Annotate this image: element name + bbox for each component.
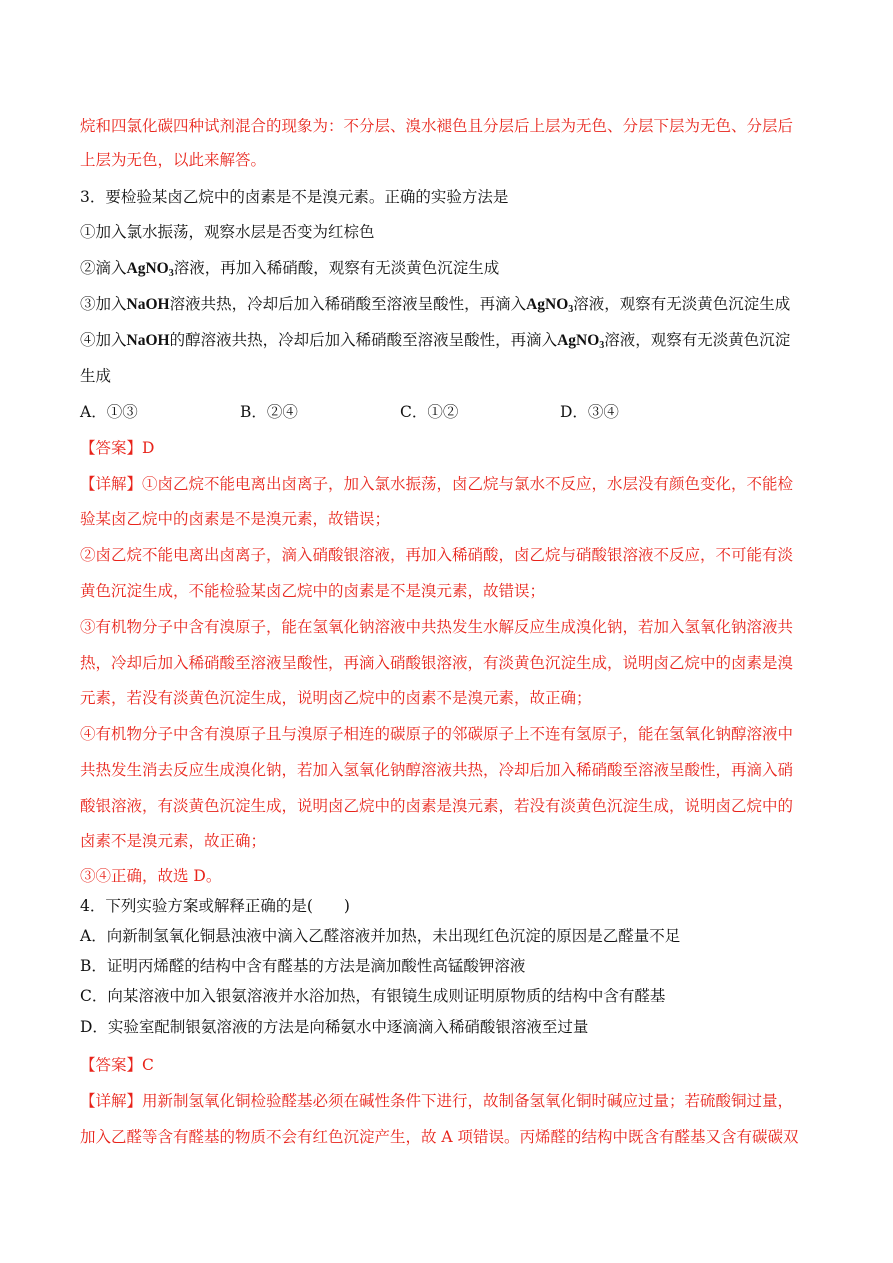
chem-formula: AgNO$_3$ [557, 332, 605, 351]
q4-option-a: A．向新制氢氧化铜悬浊液中滴入乙醛溶液并加热，未出现红色沉淀的原因是乙醛量不足 [80, 927, 681, 945]
detail-label: 【详解】 [80, 1092, 143, 1110]
chem-formula: NaOH [126, 296, 170, 313]
q3-option-b: B．②④ [240, 403, 298, 421]
q3-detail-line-4: 黄色沉淀生成，不能检验某卤乙烷中的卤素是不是溴元素，故错误； [80, 582, 546, 600]
q3-detail-line-5: ③有机物分子中含有溴原子，能在氢氧化钠溶液中共热发生水解反应生成溴化钠，若加入氢氧化钠溶液共 [80, 618, 794, 636]
q3-detail-line-1: 【详解】①卤乙烷不能电离出卤离子，加入氯水振荡，卤乙烷与氯水不反应，水层没有颜色变化，不能检 [80, 475, 794, 493]
answer-label: 【答案】 [80, 1056, 143, 1074]
q3-option-a: A．①③ [80, 403, 138, 421]
answer-value: D [142, 439, 155, 457]
q3-stem: 3．要检验某卤乙烷中的卤素是不是溴元素。正确的实验方法是 [80, 188, 509, 206]
chem-formula: NaOH [126, 332, 170, 349]
answer-label: 【答案】 [80, 439, 143, 457]
q3-detail-line-9: 共热发生消去反应生成溴化钠，若加入氢氧化钠醇溶液共热，冷却后加入稀硝酸至溶液呈酸性，再滴入硝 [80, 761, 794, 779]
prev-detail-line-1: 烷和四氯化碳四种试剂混合的现象为：不分层、溴水褪色且分层后上层为无色、分层下层为无色、分层后 [80, 117, 794, 135]
q3-item-4-cont: 生成 [80, 367, 112, 385]
q3-detail-line-6: 热，冷却后加入稀硝酸至溶液呈酸性，再滴入硝酸银溶液，有淡黄色沉淀生成，说明卤乙烷中的卤素是溴 [80, 654, 794, 672]
q3-item-1: ①加入氯水振荡，观察水层是否变为红棕色 [80, 223, 375, 241]
chem-formula: AgNO$_3$ [526, 296, 574, 315]
q3-detail-line-2: 验某卤乙烷中的卤素是不是溴元素，故错误； [80, 510, 391, 528]
q4-option-c: C．向某溶液中加入银氨溶液并水浴加热，有银镜生成则证明原物质的结构中含有醛基 [80, 987, 666, 1005]
q3-detail-line-7: 元素，若没有淡黄色沉淀生成，说明卤乙烷中的卤素不是溴元素，故正确； [80, 689, 592, 707]
q3-item-2: ②滴入AgNO$_3$溶液，再加入稀硝酸，观察有无淡黄色沉淀生成 [80, 259, 500, 279]
q3-detail-line-12: ③④正确，故选 D。 [80, 867, 222, 885]
q4-stem: 4．下列实验方案或解释正确的是( ) [80, 897, 350, 915]
q4-option-b: B．证明丙烯醛的结构中含有醛基的方法是滴加酸性高锰酸钾溶液 [80, 957, 526, 975]
q4-option-d: D．实验室配制银氨溶液的方法是向稀氨水中逐滴滴入稀硝酸银溶液至过量 [80, 1018, 589, 1036]
q3-answer [80, 438, 820, 458]
q3-options [80, 402, 820, 422]
detail-label: 【详解】 [80, 475, 143, 493]
q4-detail-line-1: 【详解】用新制氢氧化铜检验醛基必须在碱性条件下进行，故制备氢氧化铜时碱应过量；若硫酸铜过量， [80, 1092, 794, 1110]
q3-detail-line-3: ②卤乙烷不能电离出卤离子，滴入硝酸银溶液，再加入稀硝酸，卤乙烷与硝酸银溶液不反应，不可能有淡 [80, 546, 794, 564]
q3-item-3: ③加入NaOH溶液共热，冷却后加入稀硝酸至溶液呈酸性，再滴入AgNO$_3$溶液，观察有无淡黄色沉淀生成 [80, 295, 791, 315]
answer-value: C [142, 1056, 154, 1074]
q3-detail-line-11: 卤素不是溴元素，故正确； [80, 832, 267, 850]
q4-answer [80, 1055, 820, 1075]
q3-option-c: C．①② [400, 403, 459, 421]
q3-option-d: D．③④ [560, 403, 619, 421]
q3-detail-line-10: 酸银溶液，有淡黄色沉淀生成，说明卤乙烷中的卤素是溴元素，若没有淡黄色沉淀生成，说明卤乙烷中的 [80, 797, 794, 815]
q4-detail-line-2: 加入乙醛等含有醛基的物质不会有红色沉淀产生，故 A 项错误。丙烯醛的结构中既含有醛基又含有碳碳双 [80, 1128, 799, 1146]
prev-detail-line-2: 上层为无色，以此来解答。 [80, 151, 267, 169]
q3-item-4: ④加入NaOH的醇溶液共热，冷却后加入稀硝酸至溶液呈酸性，再滴入AgNO$_3$溶液，观察有无淡黄色沉淀 [80, 331, 791, 351]
q3-detail-line-8: ④有机物分子中含有溴原子且与溴原子相连的碳原子的邻碳原子上不连有氢原子，能在氢氧化钠醇溶液中 [80, 725, 794, 743]
chem-formula: AgNO$_3$ [126, 260, 174, 279]
